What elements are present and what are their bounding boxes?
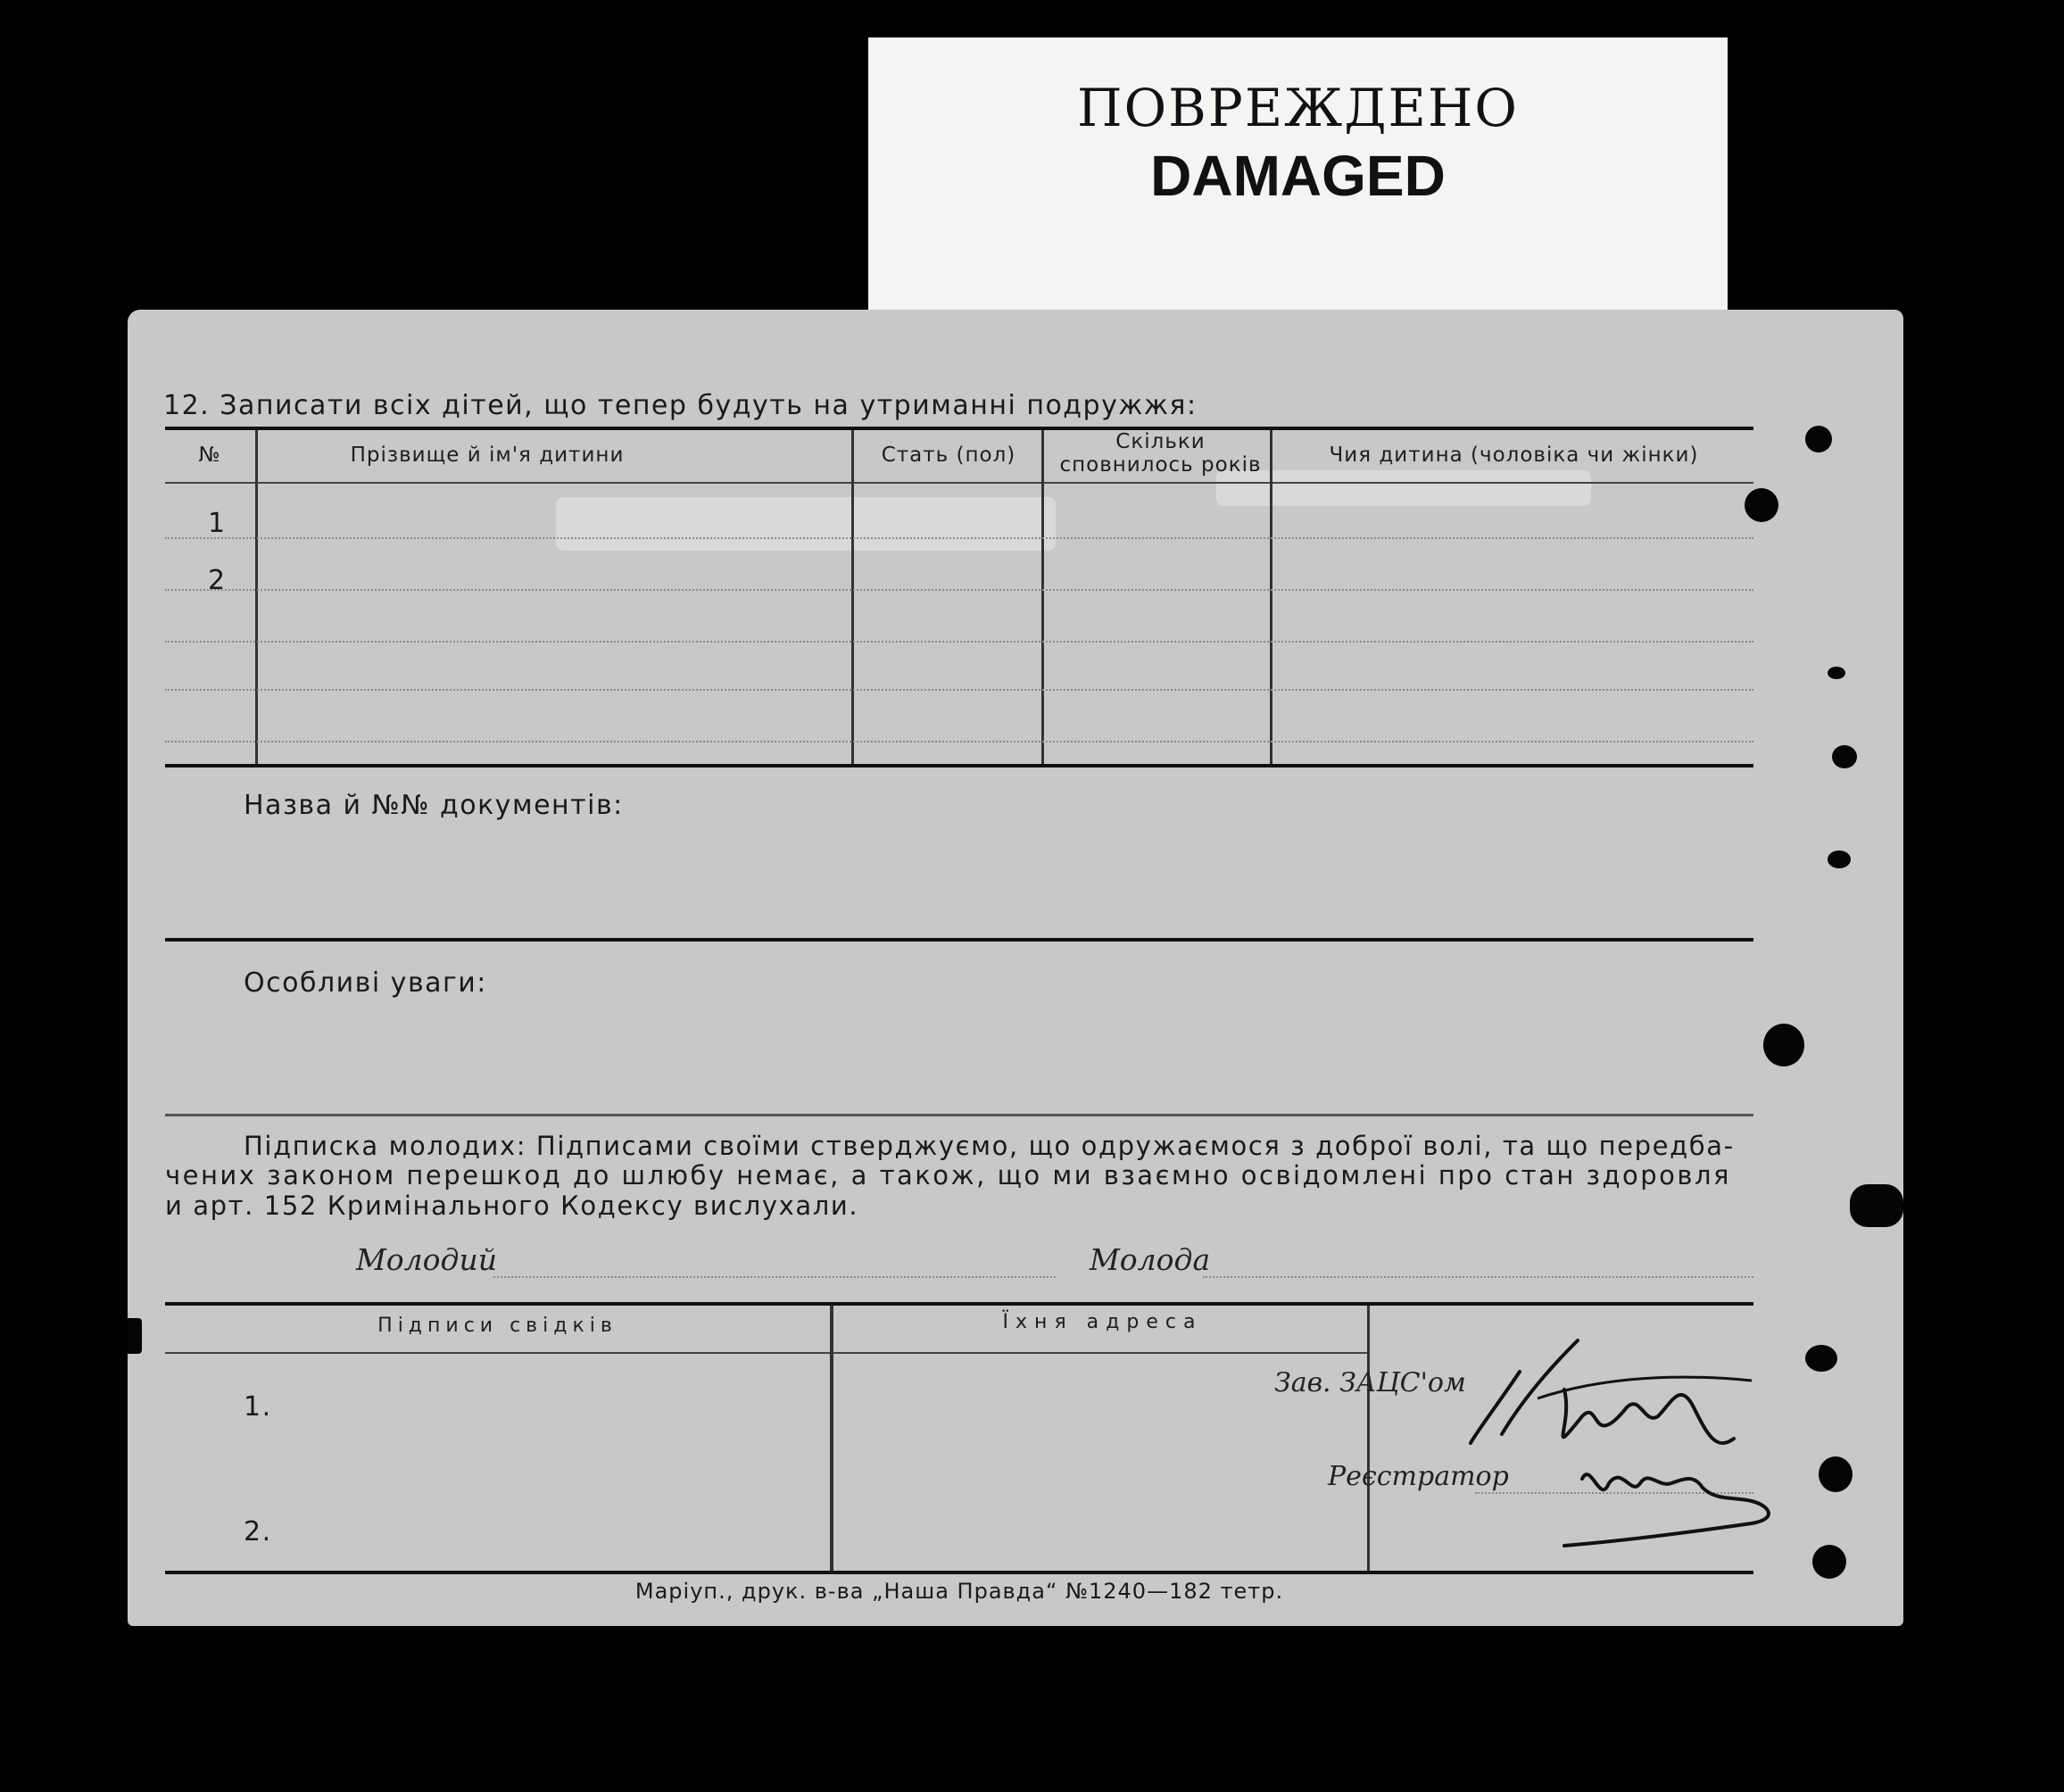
column-header-sex: Стать (пол) bbox=[881, 444, 1016, 467]
punch-hole bbox=[1812, 1545, 1846, 1579]
bride-label: Молода bbox=[1090, 1242, 1211, 1277]
column-header-whose: Чия дитина (чоловіка чи жінки) bbox=[1329, 444, 1699, 467]
declaration-line-3: и арт. 152 Кримінального Кодексу вислухали. bbox=[165, 1191, 859, 1221]
punch-hole bbox=[1828, 667, 1845, 679]
punch-hole bbox=[1745, 488, 1778, 522]
head-signature bbox=[1466, 1318, 1859, 1568]
groom-label: Молодий bbox=[356, 1242, 497, 1277]
witness-table-top-rule bbox=[165, 1302, 1753, 1306]
head-of-registry-label: Зав. ЗАЦС'ом bbox=[1274, 1367, 1466, 1398]
punch-hole bbox=[1763, 1024, 1804, 1066]
remarks-label: Особливі уваги: bbox=[244, 967, 487, 999]
bleed-through-smudge bbox=[556, 497, 1056, 551]
witness-number: 1. bbox=[244, 1391, 272, 1423]
damaged-label-card bbox=[868, 37, 1728, 323]
punch-hole bbox=[1832, 745, 1857, 768]
remarks-bottom-rule bbox=[165, 1114, 1753, 1116]
form-sheet bbox=[128, 310, 1903, 1626]
table-row-number: 2 bbox=[208, 565, 227, 596]
damaged-label-ukrainian: ПОВРЕЖДЕНО bbox=[1077, 78, 1519, 138]
table-row-rule bbox=[165, 641, 1753, 643]
column-header-number: № bbox=[198, 444, 221, 467]
printer-imprint: Маріуп., друк. в-ва „Наша Правда“ №1240—182 тетр. bbox=[634, 1579, 1284, 1604]
table-header-rule bbox=[165, 482, 1753, 484]
witness-address-header: Їхня адреса bbox=[1002, 1311, 1203, 1333]
punch-hole bbox=[1850, 1184, 1903, 1227]
witness-column-divider bbox=[830, 1306, 833, 1572]
table-row-rule bbox=[165, 537, 1753, 539]
documents-label: Назва й №№ документів: bbox=[244, 790, 624, 821]
witness-header-rule bbox=[165, 1352, 1367, 1354]
punch-hole bbox=[1805, 1345, 1837, 1372]
witness-number: 2. bbox=[244, 1516, 272, 1547]
punch-hole bbox=[1819, 1456, 1853, 1492]
witness-column-divider bbox=[1367, 1306, 1370, 1572]
witness-signatures-header: Підписи свідків bbox=[377, 1315, 618, 1337]
edge-tear bbox=[128, 1318, 142, 1354]
declaration-line-1: Підписка молодих: Підписами своїми стверджуємо, що одружаємося з доброї волі, та що передба- bbox=[244, 1131, 1735, 1161]
column-header-name: Прізвище й ім'я дитини bbox=[350, 444, 625, 467]
table-top-rule bbox=[165, 427, 1753, 430]
punch-hole bbox=[1828, 850, 1851, 868]
groom-signature-line bbox=[493, 1276, 1056, 1278]
damaged-label-english: DAMAGED bbox=[1150, 144, 1446, 208]
column-header-age-line2: сповнилось років bbox=[1059, 453, 1262, 477]
section-12-title: 12. Записати всіх дітей, що тепер будуть на утриманні подружжя: bbox=[163, 390, 1198, 421]
documents-bottom-rule bbox=[165, 938, 1753, 942]
table-row-rule bbox=[165, 589, 1753, 591]
table-row-number: 1 bbox=[208, 508, 227, 539]
declaration-line-2: чених законом перешкод до шлюбу немає, а також, що ми взаємно освідомлені про стан здоровля bbox=[165, 1160, 1731, 1191]
table-row-rule bbox=[165, 741, 1753, 743]
table-row-rule bbox=[165, 689, 1753, 691]
punch-hole bbox=[1805, 426, 1832, 452]
column-header-age-line1: Скільки bbox=[1115, 430, 1206, 453]
footer-rule bbox=[165, 1571, 1753, 1574]
bride-signature-line bbox=[1203, 1276, 1753, 1278]
registrar-label: Реєстратор bbox=[1328, 1461, 1509, 1492]
